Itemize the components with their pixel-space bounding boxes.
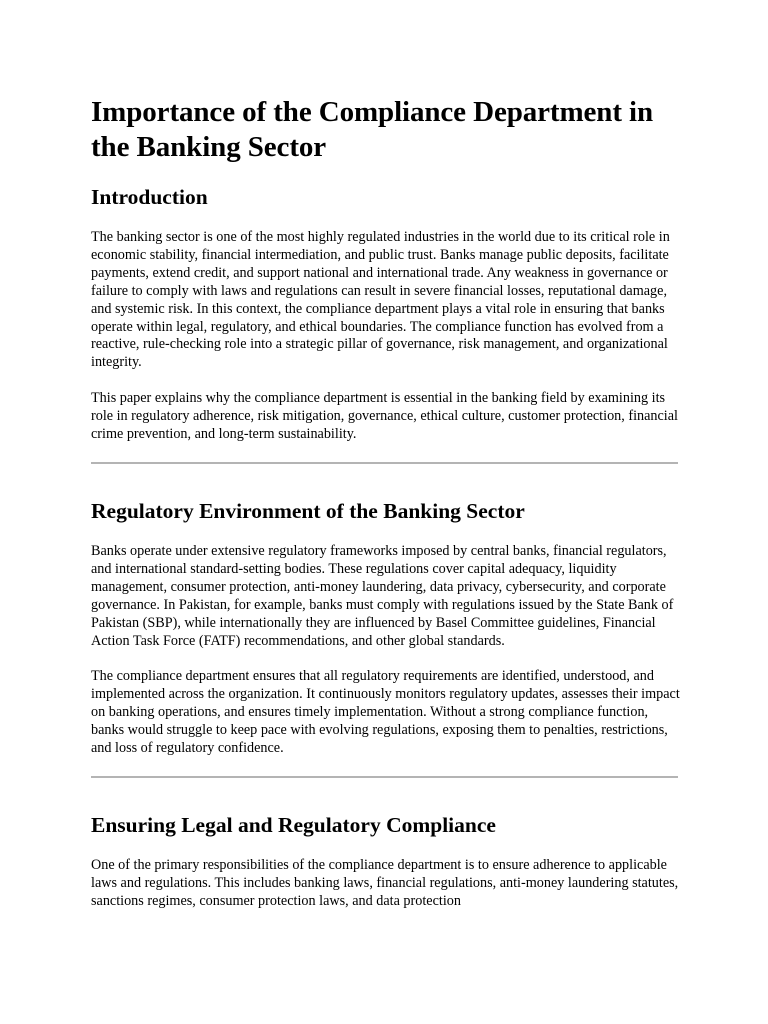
paragraph: This paper explains why the compliance department is essential in the banking field by examining its role in regulatory adherence, risk mitigation, governance, ethical culture, customer protection, financial crime prevention, and long-term sustainability. <box>91 390 678 443</box>
paragraph: Banks operate under extensive regulatory frameworks imposed by central banks, financial regulators, and international standard-setting bodies. These regulations cover capital adequacy, liquidity management, consumer protection, anti-money laundering, data privacy, cybersecurity, and corporate governance. In Pakistan, for example, banks must comply with regulations issued by the State Bank of Pakistan (SBP), while internationally they are influenced by Basel Committee guidelines, Financial Action Task Force (FATF) recommendations, and other global standards. <box>91 542 674 649</box>
section-divider <box>91 776 678 778</box>
section-heading-introduction: Introduction <box>91 185 208 209</box>
paragraph: The compliance department ensures that all regulatory requirements are identified, understood, and implemented across the organization. It continuously monitors regulatory updates, assesses their impact on banking operations, and ensures timely implementation. Without a strong compliance function, banks would struggle to keep pace with evolving regulations, exposing them to penalties, restrictions, and loss of regulatory confidence. <box>91 668 680 757</box>
paragraph: One of the primary responsibilities of the compliance department is to ensure adherence to applicable laws and regulations. This includes banking laws, financial regulations, anti-money laundering statutes, sanctions regimes, consumer protection laws, and data protection <box>91 856 679 909</box>
section-divider <box>91 462 678 464</box>
document-page <box>91 92 681 911</box>
paragraph: The banking sector is one of the most highly regulated industries in the world due to its critical role in economic stability, financial intermediation, and public trust. Banks manage public deposits, facilitate payments, extend credit, and support national and international trade. Any weakness in governance or failure to comply with laws and regulations can result in severe financial losses, reputational damage, and systemic risk. In this context, the compliance department plays a vital role in ensuring that banks operate within legal, regulatory, and ethical boundaries. The compliance function has evolved from a reactive, rule-checking role into a strategic pillar of governance, risk management, and organizational integrity. <box>91 229 670 371</box>
section-heading-regulatory-environment: Regulatory Environment of the Banking Sector <box>91 498 525 523</box>
section-heading-legal-compliance: Ensuring Legal and Regulatory Compliance <box>91 812 496 837</box>
document-title: Importance of the Compliance Department in the Banking Sector <box>91 96 654 163</box>
